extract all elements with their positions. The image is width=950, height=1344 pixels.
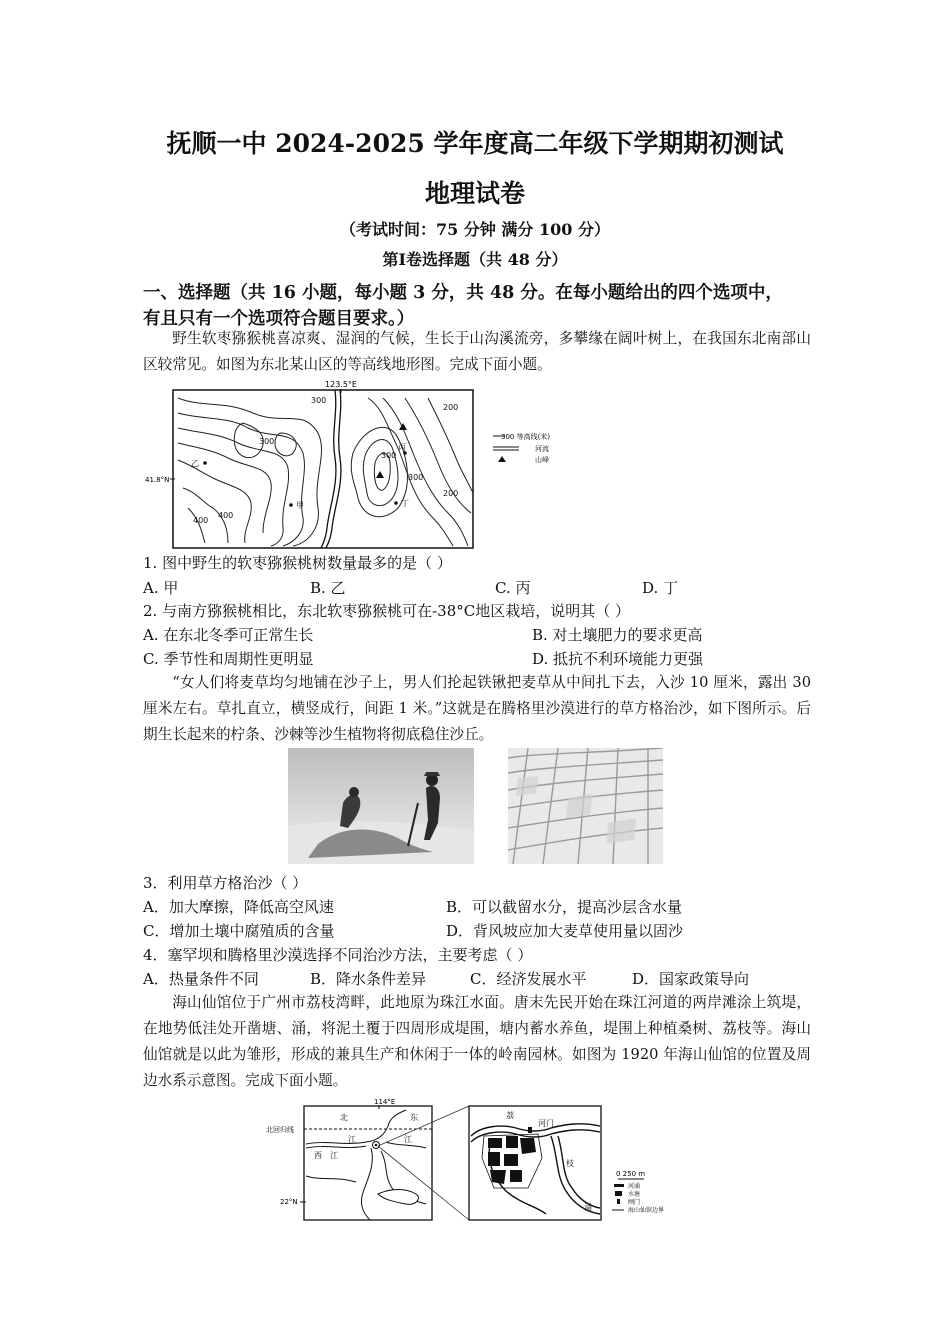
contour-label: 300 [381, 451, 397, 460]
label-xi: 西 [314, 1151, 322, 1160]
section-heading [143, 280, 813, 332]
label-bei: 北 [340, 1113, 348, 1122]
place-jia: 甲 [296, 501, 304, 510]
q2-option-c: C. 季节性和周期性更明显 [143, 650, 314, 668]
label-jiang3: 江 [330, 1151, 338, 1160]
q1-option-a: A. 甲 [143, 579, 179, 597]
place-ding: 丁 [401, 499, 409, 508]
q2-option-a: A. 在东北冬季可正常生长 [143, 626, 314, 644]
passage-kiwi: 野生软枣猕猴桃喜凉爽、湿润的气候，生长于山沟溪流旁，多攀缘在阔叶树上，在我国东北南部山区较常见。如图为东北某山区的等高线地形图。完成下面小题。 [143, 330, 811, 373]
q3-option-d: D．背风坡应加大麦草使用量以固沙 [446, 922, 684, 940]
map1-legend [493, 432, 550, 464]
question-2: 2. 与南方猕猴桃相比，东北软枣猕猴桃可在-38°C地区栽培，说明其（ ） [143, 602, 630, 620]
map2-latitude-label: 22°N [280, 1198, 298, 1206]
passage-garden: 海山仙馆位于广州市荔枝湾畔，此地原为珠江水面。唐末先民开始在珠江河道的两岸滩涂上筑堤，在地势低洼处开凿塘、涌，将泥土覆于四周形成堤围，塘内蓄水养鱼，堤围上种植桑树、荔枝等。海山仙馆就是以此为雏形，形成的兼具生产和休闲于一体的岭南园林。如图为 1920 年海山仙馆的位置及周边水系示意图。完成下面小题。 [143, 994, 811, 1089]
q2-option-b: B. 对土壤肥力的要求更高 [532, 626, 703, 644]
contour-map [143, 378, 553, 550]
q2-option-d: D. 抵抗不利环境能力更强 [532, 650, 704, 668]
label-zhi: 枝 [566, 1159, 574, 1168]
contour-label: 200 [443, 403, 459, 412]
q1-option-d: D. 丁 [642, 579, 679, 597]
question-1: 1. 图中野生的软枣猕猴桃树数量最多的是（ ） [143, 554, 452, 572]
map2-tropic-label: 北回归线 [266, 1126, 294, 1134]
garden-map [266, 1096, 690, 1226]
place-yi: 乙 [191, 459, 199, 468]
contour-label: 300 [259, 437, 275, 446]
q4-option-a: A．热量条件不同 [143, 970, 259, 988]
map1-latitude-label: 41.8°N [145, 476, 170, 484]
question-3: 3．利用草方格治沙（ ） [143, 874, 308, 892]
legend-boundary: 海山仙馆边界 [628, 1207, 665, 1214]
q4-option-c: C．经济发展水平 [470, 970, 587, 988]
section-heading-line1: 一、选择题（共 16 小题，每小题 3 分，共 48 分。在每小题给出的四个选项中， [143, 283, 783, 303]
label-jiang2: 江 [404, 1135, 412, 1144]
map2-scale: 0 250 m [616, 1170, 646, 1178]
q4-option-d: D．国家政策导向 [632, 970, 750, 988]
contour-label: 200 [443, 489, 459, 498]
label-jiang1: 江 [348, 1135, 356, 1144]
contour-label: 300 [408, 473, 424, 482]
part-title: 第Ⅰ卷选择题（共 48 分） [382, 250, 568, 269]
peak-icon [498, 456, 506, 462]
q1-option-c: C. 丙 [495, 579, 531, 597]
place-bing: 丙 [398, 443, 406, 452]
exam-info: （考试时间：75 分钟 满分 100 分） [340, 220, 610, 239]
passage-sand: “女人们将麦草均匀地铺在沙子上，男人们抡起铁锹把麦草从中间扎下去，入沙 10 厘米，露出 30 厘米左右。草扎直立，横竖成行，间距 1 米。”这就是在腾格里沙漠进行的草方格治沙，如下图所示。后期生长起来的柠条、沙棘等沙生植物将彻底稳住沙丘。 [143, 674, 811, 743]
map-frame [173, 390, 473, 548]
map2-longitude-label: 114°E [374, 1098, 396, 1106]
contour-label: 300 [311, 396, 327, 405]
label-li: 荔 [506, 1111, 514, 1120]
legend-gate: 闸门 [628, 1199, 641, 1206]
label-gate: 河门 [538, 1119, 554, 1128]
question-4: 4．塞罕坝和腾格里沙漠选择不同治沙方法，主要考虑（ ） [143, 946, 533, 964]
photo-workers [288, 748, 474, 864]
contour-label: 400 [218, 511, 234, 520]
legend-contour: 300 等高线(米) [501, 433, 551, 441]
contour-label: 400 [193, 516, 209, 525]
legend-river: 河流 [535, 445, 549, 453]
map1-longitude-label: 123.5°E [325, 380, 357, 389]
legend-pond: 水塘 [628, 1191, 641, 1198]
q3-option-c: C．增加土壤中腐殖质的含量 [143, 922, 335, 940]
section-heading-line2: 有且只有一个选项符合题目要求。） [143, 309, 415, 329]
legend-river-ditch: 河涌 [628, 1183, 641, 1190]
map2-legend [612, 1170, 664, 1214]
q3-option-a: A．加大摩擦，降低高空风速 [143, 898, 334, 916]
page-title: 抚顺一中 2024-2025 学年度高二年级下学期期初测试 [166, 129, 784, 158]
q3-option-b: B．可以截留水分，提高沙层含水量 [446, 898, 683, 916]
label-dong: 东 [410, 1113, 418, 1122]
q4-option-b: B．降水条件差异 [310, 970, 427, 988]
label-chong: 涌 [584, 1203, 592, 1212]
legend-peak: 山峰 [535, 456, 549, 464]
page-subtitle: 地理试卷 [424, 179, 525, 208]
gate-icon [528, 1127, 532, 1133]
photo-straw-grid [508, 748, 663, 864]
q1-option-b: B. 乙 [310, 579, 346, 597]
